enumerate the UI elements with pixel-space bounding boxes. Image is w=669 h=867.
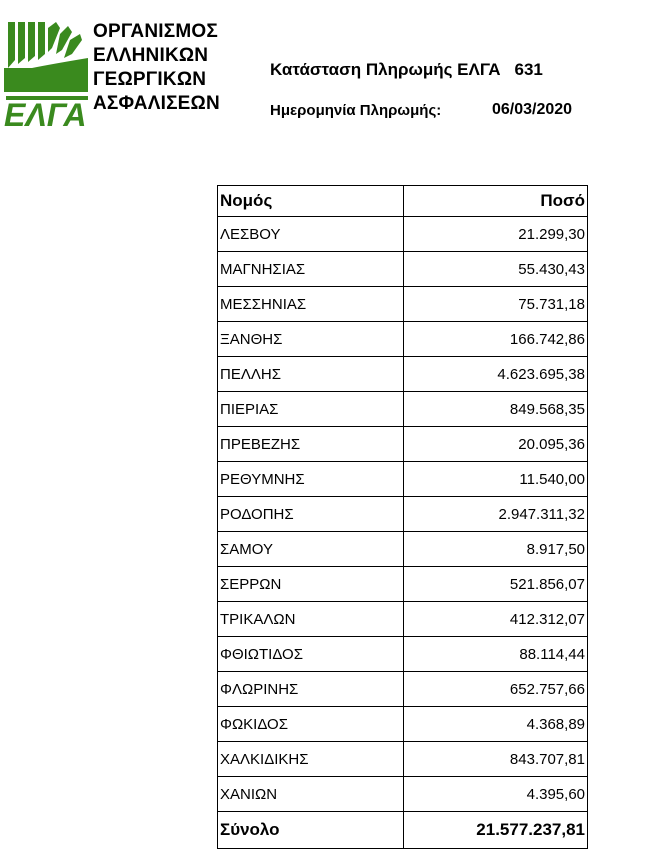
table-row (218, 322, 588, 357)
elga-logo (2, 20, 90, 130)
total-value: 21.577.237,81 (404, 812, 588, 849)
amount-cell: 2.947.311,32 (404, 497, 588, 532)
organization-name (93, 20, 220, 116)
amount-cell: 55.430,43 (404, 252, 588, 287)
amount-cell: 20.095,36 (404, 427, 588, 462)
amount-cell: 4.368,89 (404, 707, 588, 742)
table-header-row (218, 186, 588, 217)
prefecture-cell: ΣΕΡΡΩΝ (218, 567, 404, 602)
amount-cell: 75.731,18 (404, 287, 588, 322)
table-row (218, 532, 588, 567)
amount-cell: 521.856,07 (404, 567, 588, 602)
prefecture-cell: ΡΟΔΟΠΗΣ (218, 497, 404, 532)
column-header-amount: Ποσό (404, 186, 588, 217)
amount-cell: 412.312,07 (404, 602, 588, 637)
amount-cell: 843.707,81 (404, 742, 588, 777)
prefecture-cell: ΜΑΓΝΗΣΙΑΣ (218, 252, 404, 287)
org-line-1: ΟΡΓΑΝΙΣΜΟΣ (93, 21, 218, 42)
title-text: Κατάσταση Πληρωμής ΕΛΓΑ (270, 60, 501, 79)
table-row (218, 742, 588, 777)
amount-cell: 849.568,35 (404, 392, 588, 427)
table-row (218, 707, 588, 742)
amount-cell: 4.623.695,38 (404, 357, 588, 392)
page-title (270, 60, 543, 80)
table-row (218, 217, 588, 252)
table-row (218, 567, 588, 602)
table-row (218, 392, 588, 427)
prefecture-cell: ΣΑΜΟΥ (218, 532, 404, 567)
table-row (218, 672, 588, 707)
amount-cell: 8.917,50 (404, 532, 588, 567)
table-row (218, 777, 588, 812)
total-row (218, 812, 588, 849)
payment-date-label: Ημερομηνία Πληρωμής: (270, 102, 442, 119)
amount-cell: 4.395,60 (404, 777, 588, 812)
table-row (218, 357, 588, 392)
org-line-2: ΕΛΛΗΝΙΚΩΝ (93, 45, 209, 66)
prefecture-cell: ΛΕΣΒΟΥ (218, 217, 404, 252)
prefecture-cell: ΠΡΕΒΕΖΗΣ (218, 427, 404, 462)
amount-cell: 88.114,44 (404, 637, 588, 672)
amount-cell: 652.757,66 (404, 672, 588, 707)
payment-number: 631 (514, 60, 543, 79)
prefecture-cell: ΧΑΛΚΙΔΙΚΗΣ (218, 742, 404, 777)
prefecture-cell: ΠΕΛΛΗΣ (218, 357, 404, 392)
elga-logo-graphic (2, 20, 90, 130)
column-header-prefecture: Νομός (218, 186, 404, 217)
table-row (218, 602, 588, 637)
prefecture-cell: ΡΕΘΥΜΝΗΣ (218, 462, 404, 497)
prefecture-cell: ΠΙΕΡΙΑΣ (218, 392, 404, 427)
amount-cell: 166.742,86 (404, 322, 588, 357)
total-label: Σύνολο (218, 812, 404, 849)
org-line-4: ΑΣΦΑΛΙΣΕΩΝ (93, 93, 220, 114)
payments-table (217, 185, 588, 849)
amount-cell: 11.540,00 (404, 462, 588, 497)
table-row (218, 252, 588, 287)
prefecture-cell: ΤΡΙΚΑΛΩΝ (218, 602, 404, 637)
elga-logo-text: ΕΛΓΑ (4, 97, 87, 130)
table-row (218, 462, 588, 497)
prefecture-cell: ΞΑΝΘΗΣ (218, 322, 404, 357)
prefecture-cell: ΦΩΚΙΔΟΣ (218, 707, 404, 742)
table-row (218, 497, 588, 532)
prefecture-cell: ΦΛΩΡΙΝΗΣ (218, 672, 404, 707)
table-row (218, 427, 588, 462)
payment-date-value: 06/03/2020 (492, 101, 573, 118)
prefecture-cell: ΜΕΣΣΗΝΙΑΣ (218, 287, 404, 322)
amount-cell: 21.299,30 (404, 217, 588, 252)
table-row (218, 637, 588, 672)
prefecture-cell: ΦΘΙΩΤΙΔΟΣ (218, 637, 404, 672)
prefecture-cell: ΧΑΝΙΩΝ (218, 777, 404, 812)
org-line-3: ΓΕΩΡΓΙΚΩΝ (93, 69, 207, 90)
table-row (218, 287, 588, 322)
